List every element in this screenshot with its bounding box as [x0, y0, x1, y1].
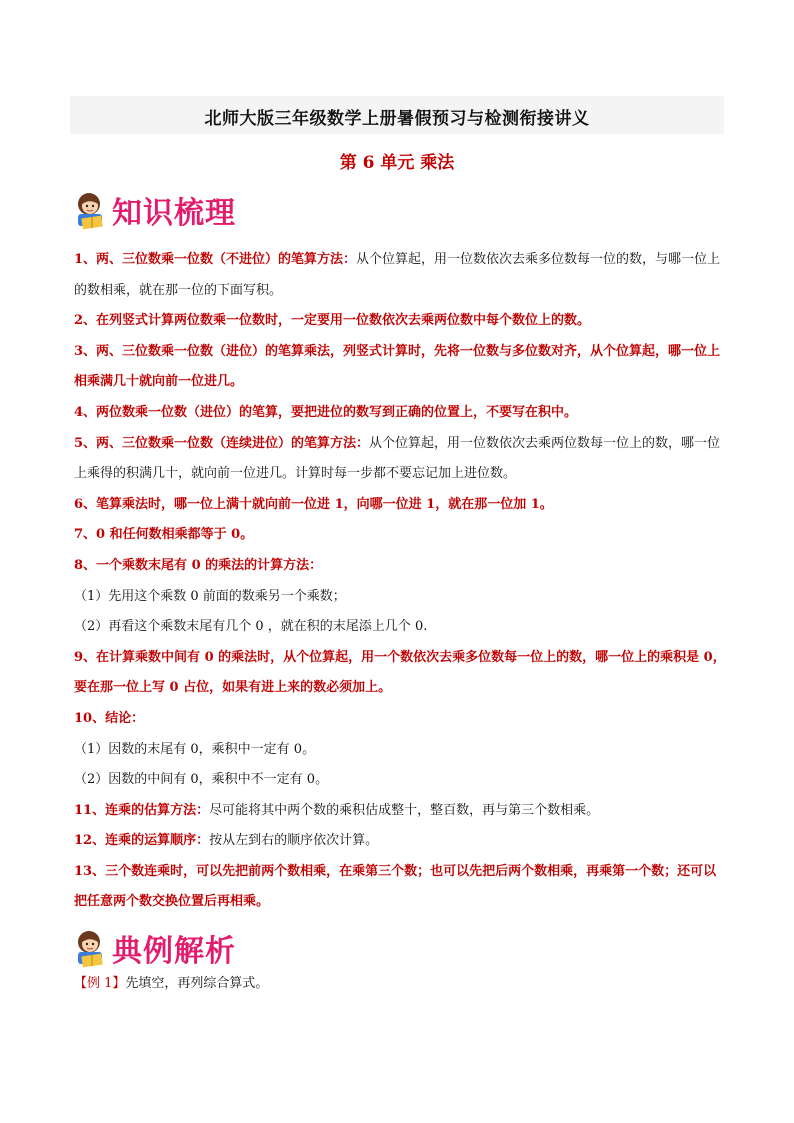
section-title-examples: 典例解析	[112, 934, 236, 969]
list-item: 12、连乘的运算顺序：按从左到右的顺序依次计算。	[74, 833, 379, 849]
list-item: 3、两、三位数乘一位数（进位）的笔算乘法，列竖式计算时，先将一位数与多位数对齐，从个位算起，哪一位上相乘满几十就向前一位进几。	[74, 343, 721, 390]
example-text: 先填空，再列综合算式。	[125, 976, 269, 991]
list-item: （2）再看这个乘数末尾有几个 0 ，就在积的末尾添上几个 0.	[74, 619, 428, 635]
example-1	[74, 972, 726, 996]
section-heading-examples	[72, 926, 236, 970]
example-tag: 【例 1】	[74, 976, 126, 991]
girl-reading-icon	[72, 190, 110, 230]
list-item: 11、连乘的估算方法：尽可能将其中两个数的乘积估成整十，整百数，再与第三个数相乘。	[74, 802, 600, 818]
list-item: 5、两、三位数乘一位数（连续进位）的笔算方法：从个位算起，用一位数依次去乘两位数每一位上的数，哪一位上乘得的积满几十，就向前一位进几。计算时每一步都不要忘记加上进位数。	[74, 435, 721, 482]
girl-reading-icon	[72, 928, 110, 968]
list-item: 7、0 和任何数相乘都等于 0。	[74, 527, 254, 543]
unit-title: 第 6 单元 乘法	[339, 153, 455, 173]
knowledge-list	[74, 245, 726, 918]
section-title-knowledge: 知识梳理	[112, 196, 236, 231]
list-item: 2、在列竖式计算两位数乘一位数时，一定要用一位数依次去乘两位数中每个数位上的数。	[74, 313, 591, 329]
list-item: （2）因数的中间有 0，乘积中不一定有 0。	[74, 772, 329, 788]
list-item: （1）因数的末尾有 0，乘积中一定有 0。	[74, 741, 316, 757]
list-item: 8、一个乘数末尾有 0 的乘法的计算方法：	[74, 557, 323, 573]
list-item: 4、两位数乘一位数（进位）的笔算，要把进位的数写到正确的位置上，不要写在积中。	[74, 404, 578, 420]
list-item: 13、三个数连乘时，可以先把前两个数相乘，在乘第三个数；也可以先把后两个数相乘，再乘第一个数；还可以把任意两个数交换位置后再相乘。	[74, 863, 717, 910]
document-title: 北师大版三年级数学上册暑假预习与检测衔接讲义	[204, 109, 590, 129]
section-heading-knowledge	[72, 188, 236, 232]
list-item: 9、在计算乘数中间有 0 的乘法时，从个位算起，用一个数依次去乘多位数每一位上的数，哪一位上的乘积是 0，要在那一位上写 0 占位，如果有进上来的数必须加上。	[74, 649, 726, 696]
list-item: 1、两、三位数乘一位数（不进位）的笔算方法：从个位算起，用一位数依次去乘多位数每一位的数，与哪一位上的数相乘，就在那一位的下面写积。	[74, 252, 721, 298]
list-item: 6、笔算乘法时，哪一位上满十就向前一位进 1，向哪一位进 1，就在那一位加 1。	[74, 496, 553, 512]
list-item: 10、结论：	[74, 710, 145, 726]
list-item: （1）先用这个乘数 0 前面的数乘另一个乘数；	[74, 588, 346, 604]
